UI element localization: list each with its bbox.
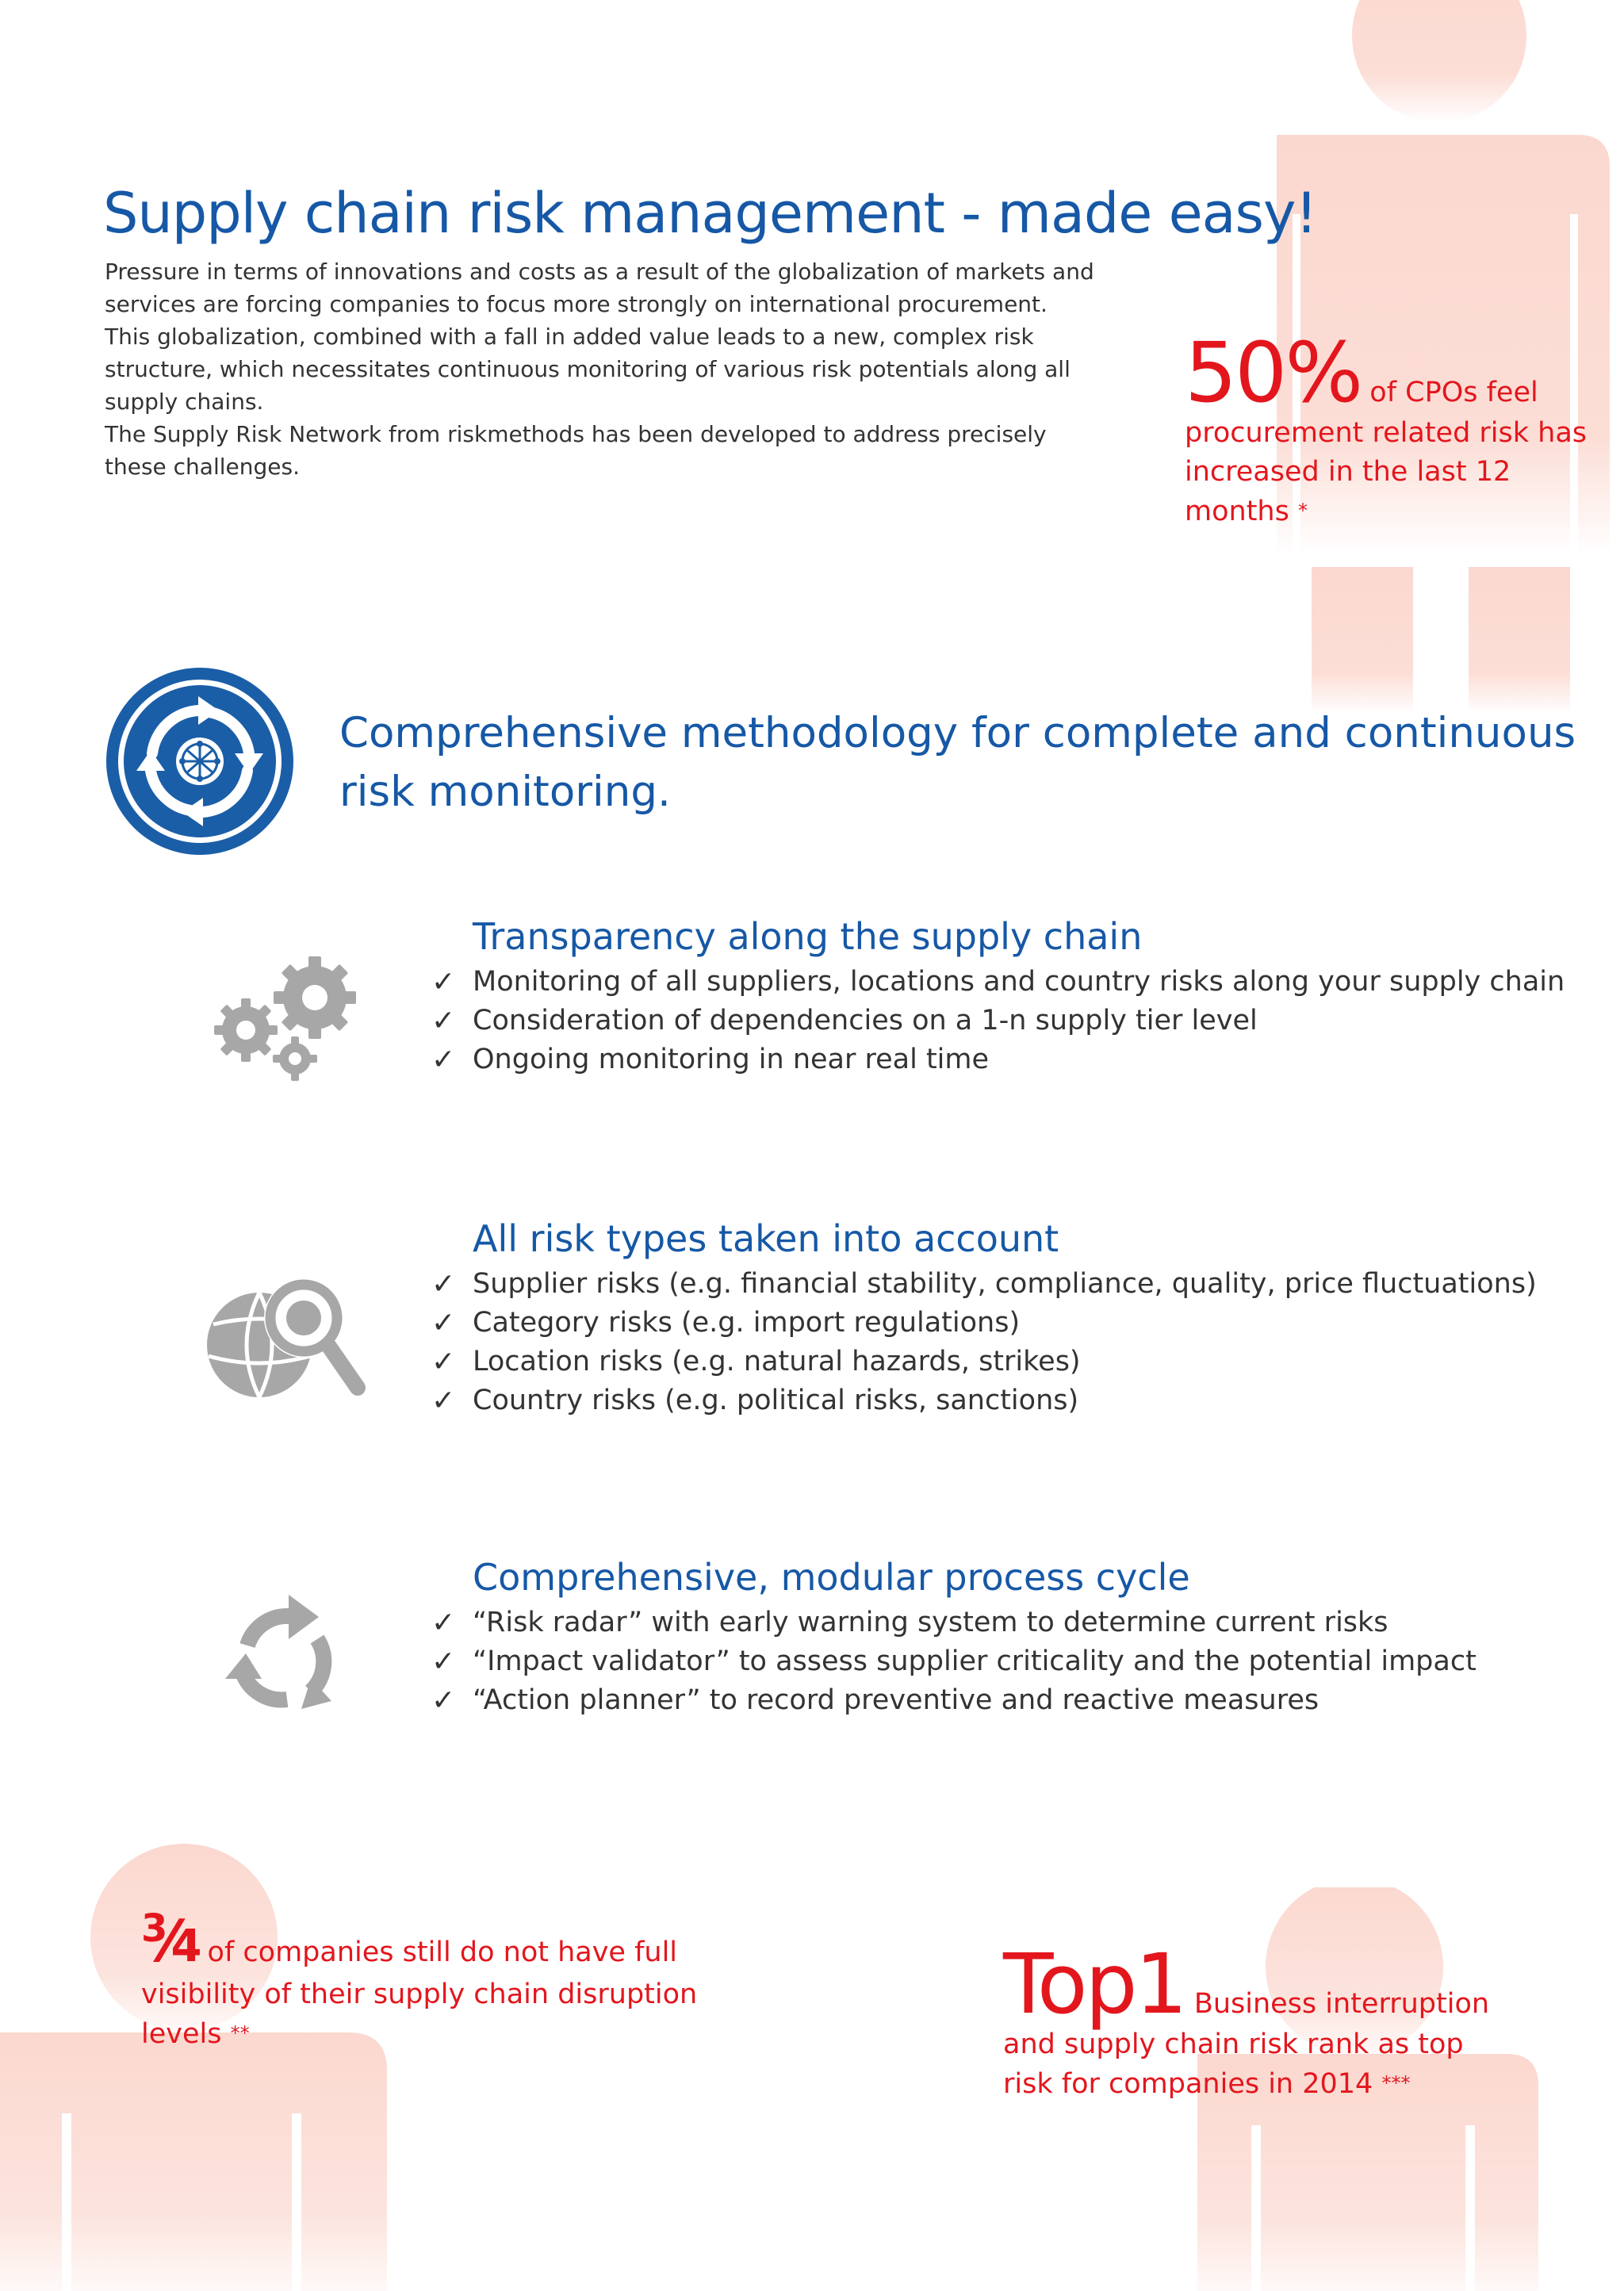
globe-search-icon xyxy=(202,1269,369,1408)
section-title: Transparency along the supply chain xyxy=(473,915,1143,958)
list-item-text: Category risks (e.g. import regulations) xyxy=(473,1307,1021,1339)
stat-top-number: Top1 xyxy=(1003,1936,1185,2032)
list-item xyxy=(431,1343,1599,1381)
intro-paragraph: This globalization, combined with a fall in added value leads to a new, complex risk structure, which necessitates continuous monitoring of various risk potentials along all supply chains. xyxy=(105,324,1071,415)
list-item xyxy=(431,1002,1599,1040)
list-item xyxy=(431,1265,1599,1304)
refresh-cycle-icon xyxy=(216,1590,350,1725)
stat-cpo xyxy=(1185,324,1613,531)
section-transparency xyxy=(431,914,1599,1079)
list-item-text: Supplier risks (e.g. financial stability, compliance, quality, price fluctuations) xyxy=(473,1268,1537,1300)
stat-top-inline: Business xyxy=(1193,1988,1317,2020)
list-item xyxy=(431,1040,1599,1079)
check-list xyxy=(431,963,1599,1079)
stat-top-risk xyxy=(1003,1936,1495,2104)
list-item xyxy=(431,1304,1599,1343)
section-process-cycle xyxy=(431,1554,1599,1720)
list-item xyxy=(431,1603,1599,1642)
check-icon: ✓ xyxy=(431,1346,456,1378)
stat-cpo-number: 50% xyxy=(1185,324,1362,421)
stat-cpo-inline: of CPOs feel xyxy=(1369,377,1538,408)
list-item xyxy=(431,1681,1599,1720)
section-title: All risk types taken into account xyxy=(473,1217,1059,1260)
intro-text xyxy=(105,255,1096,483)
stat-cpo-text: procurement related risk has increased in the last 12 months xyxy=(1185,417,1588,527)
list-item xyxy=(431,1381,1599,1420)
list-item-text: Country risks (e.g. political risks, sanctions) xyxy=(473,1385,1079,1416)
list-item-text: “Action planner” to record preventive and reactive measures xyxy=(473,1684,1320,1716)
check-icon: ✓ xyxy=(431,1385,456,1417)
check-icon: ✓ xyxy=(431,966,456,998)
list-item xyxy=(431,1642,1599,1681)
list-item xyxy=(431,963,1599,1002)
list-item-text: Location risks (e.g. natural hazards, strikes) xyxy=(473,1346,1081,1377)
list-item-text: “Impact validator” to assess supplier criticality and the potential impact xyxy=(473,1645,1477,1677)
stat-top-text: interruption and supply chain risk rank as top risk for companies in 2014 xyxy=(1003,1988,1490,2100)
check-icon: ✓ xyxy=(431,1044,456,1076)
stat-visibility xyxy=(141,1900,712,2054)
list-item-text: Consideration of dependencies on a 1-n supply tier level xyxy=(473,1005,1258,1036)
list-item-text: Ongoing monitoring in near real time xyxy=(473,1044,990,1075)
check-list xyxy=(431,1603,1599,1720)
stat-visibility-footnote: ** xyxy=(230,2022,250,2044)
check-icon: ✓ xyxy=(431,1307,456,1339)
check-icon: ✓ xyxy=(431,1607,456,1639)
fraction-numerator: 3 xyxy=(141,1906,165,1951)
stat-cpo-footnote: * xyxy=(1297,500,1308,522)
check-icon: ✓ xyxy=(431,1645,456,1678)
stat-top-footnote: *** xyxy=(1381,2072,1411,2094)
check-icon: ✓ xyxy=(431,1268,456,1301)
methodology-title: Comprehensive methodology for complete and continuous risk monitoring. xyxy=(339,709,1576,816)
check-icon: ✓ xyxy=(431,1684,456,1717)
intro-paragraph: The Supply Risk Network from riskmethods has been developed to address precisely these challenges. xyxy=(105,421,1047,480)
intro-paragraph: Pressure in terms of innovations and costs as a result of the globalization of markets and services are forcing companies to focus more strongly on international procurement. xyxy=(105,259,1094,317)
list-item-text: Monitoring of all suppliers, locations and country risks along your supply chain xyxy=(473,966,1565,998)
check-list xyxy=(431,1265,1599,1420)
globe-cycle-icon xyxy=(103,665,297,858)
list-item-text: “Risk radar” with early warning system to determine current risks xyxy=(473,1607,1388,1638)
check-icon: ✓ xyxy=(431,1005,456,1037)
page-title: Supply chain risk management - made easy! xyxy=(103,181,1317,246)
stat-visibility-inline: of companies still do not have full xyxy=(207,1937,678,1968)
stat-visibility-fraction: $^3$⁄4 xyxy=(141,1906,199,1975)
fraction-denominator: 4 xyxy=(170,1921,199,1972)
section-risk-types xyxy=(431,1216,1599,1420)
gears-icon xyxy=(208,948,366,1090)
section-title: Comprehensive, modular process cycle xyxy=(473,1556,1190,1599)
stat-visibility-text: visibility of their supply chain disruption levels xyxy=(141,1979,698,2050)
